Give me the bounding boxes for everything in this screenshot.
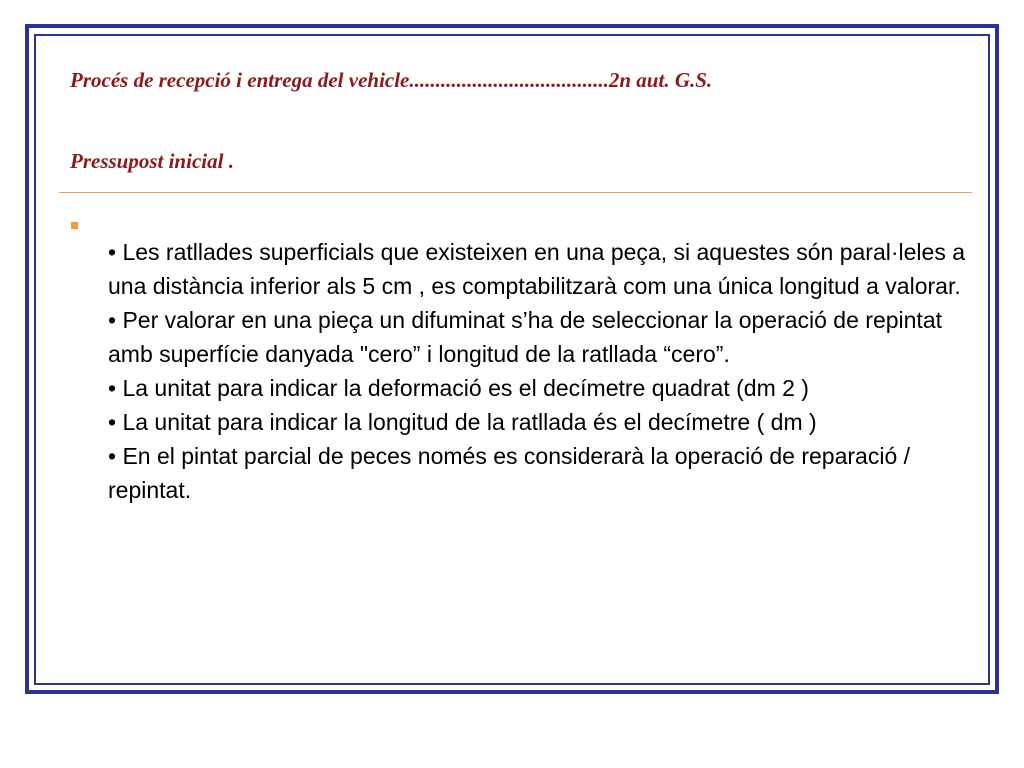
list-item: • La unitat para indicar la longitud de la ratllada és el decímetre ( dm ) (108, 409, 817, 435)
bullet-list (108, 235, 968, 507)
slide-subtitle: Pressupost inicial . (70, 149, 234, 173)
slide-title: Procés de recepció i entrega del vehicle......................................2n aut. G.S. (70, 68, 713, 92)
list-item: • En el pintat parcial de peces només es considerarà la operació de reparació / repintat. (108, 443, 911, 503)
list-item: • La unitat para indicar la deformació es el decímetre quadrat (dm 2 ) (108, 375, 809, 401)
list-item: • Les ratllades superficials que existeixen en una peça, si aquestes són paral·leles a una distància inferior als 5 cm , es comptabilitzarà com una única longitud a valorar. (108, 239, 965, 299)
list-item: • Per valorar en una pieça un difuminat s’ha de seleccionar la operació de repintat amb superfície danyada "cero” i longitud de la ratllada “cero”. (108, 307, 942, 367)
title-divider (59, 192, 972, 193)
square-bullet-icon (71, 222, 78, 229)
